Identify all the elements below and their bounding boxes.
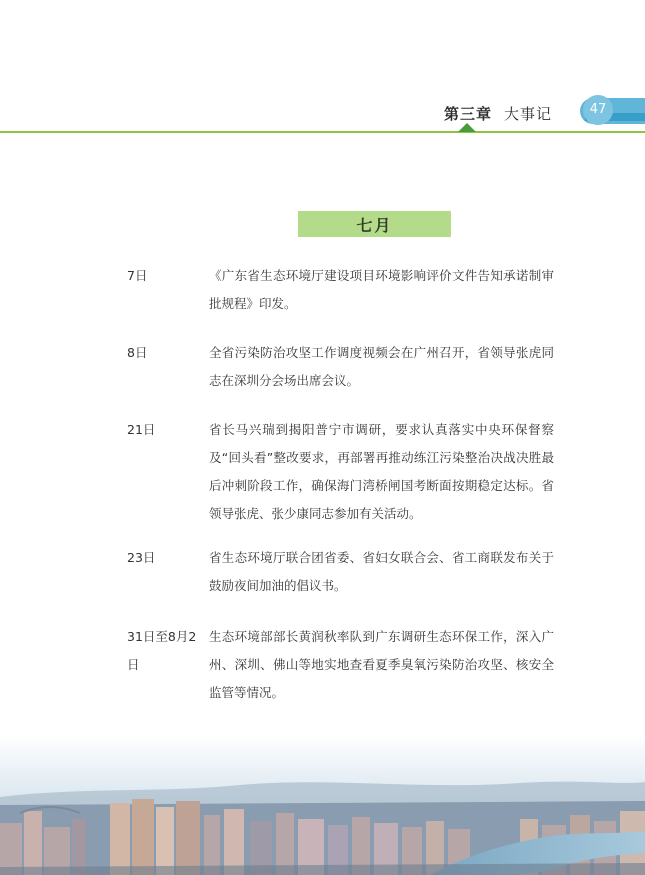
event-text: 省长马兴瑞到揭阳普宁市调研，要求认真落实中央环保督察及“回头看”整改要求，再部署再推动练江污染整治决战决胜最后冲刺阶段工作，确保海门湾桥闸国考断面按期稳定达标。省领导张虎、张少康同志参加有关活动。 — [209, 422, 554, 521]
event-text: 《广东省生态环境厅建设项目环境影响评价文件告知承诺制审批规程》印发。 — [209, 268, 554, 311]
month-title: 七月 — [356, 215, 393, 235]
page-number: 47 — [583, 95, 613, 125]
event-text: 全省污染防治攻坚工作调度视频会在广州召开，省领导张虎同志在深圳分会场出席会议。 — [209, 345, 554, 388]
header-triangle-marker — [458, 123, 476, 132]
event-date: 21日 — [127, 422, 156, 437]
page-header — [0, 0, 645, 140]
event-date: 7日 — [127, 268, 148, 283]
event-text: 生态环境部部长黄润秋率队到广东调研生态环保工作，深入广州、深圳、佛山等地实地查看夏季臭氧污染防治攻坚、核安全监管等情况。 — [209, 629, 554, 700]
section-label: 大事记 — [504, 105, 553, 123]
event-date: 23日 — [127, 550, 156, 565]
event-text: 省生态环境厅联合团省委、省妇女联合会、省工商联发布关于鼓励夜间加油的倡议书。 — [209, 550, 554, 593]
month-title-box — [298, 211, 451, 237]
city-skyline-image — [0, 735, 645, 875]
event-date: 8日 — [127, 345, 148, 360]
event-date: 31日至8月2日 — [127, 629, 197, 672]
chapter-label: 第三章 — [444, 105, 493, 123]
header-divider — [0, 131, 645, 133]
